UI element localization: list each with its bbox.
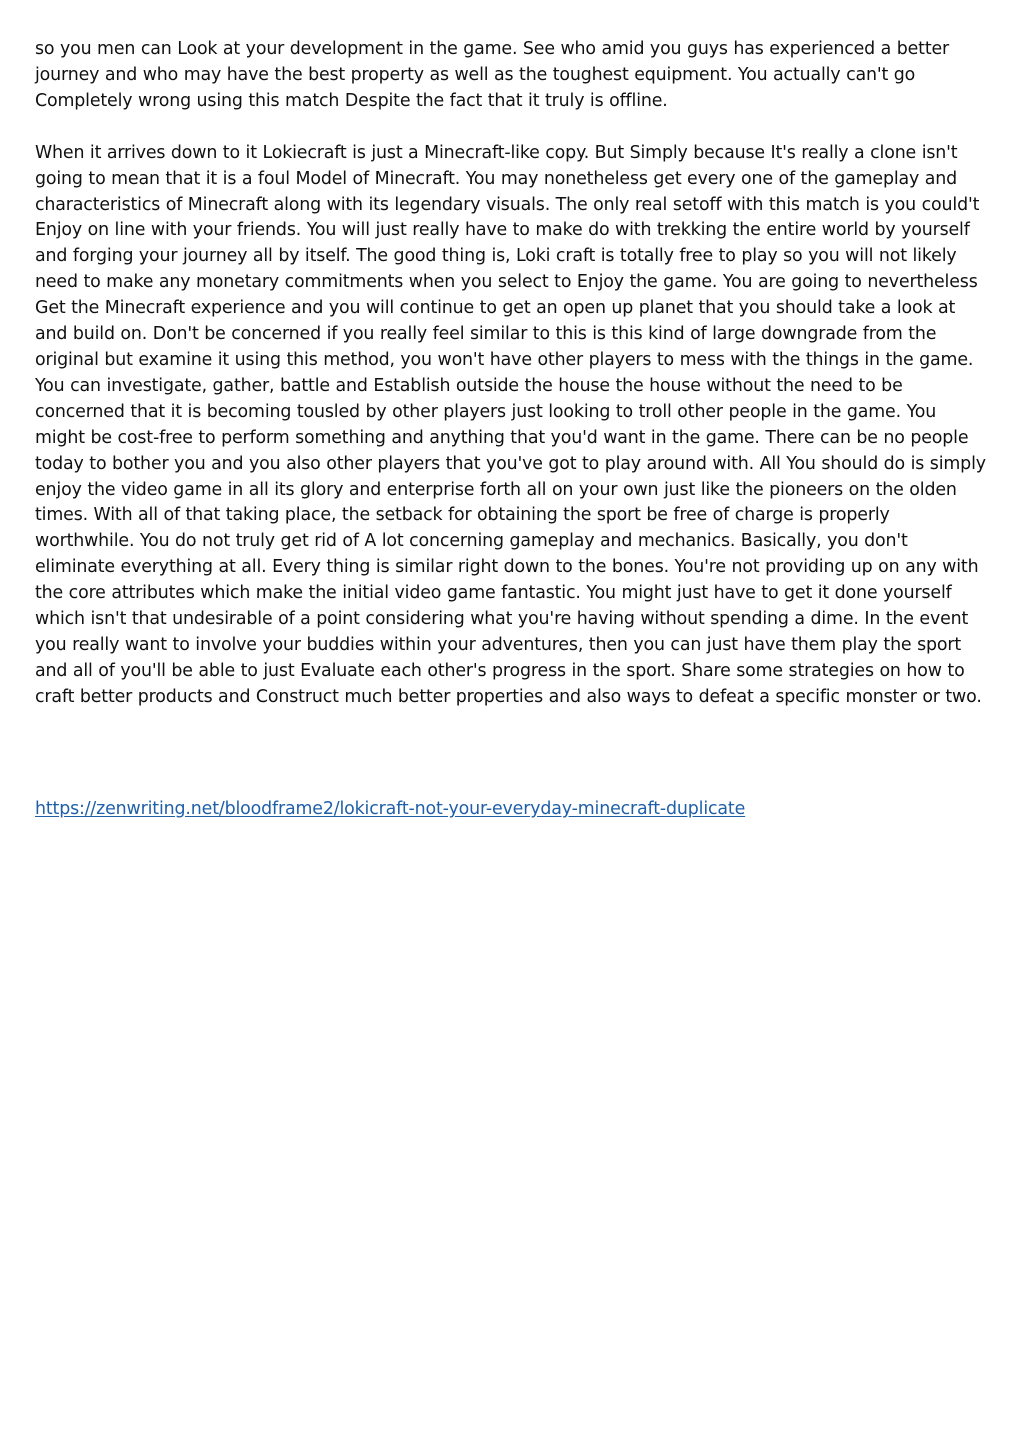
- source-link[interactable]: https://zenwriting.net/bloodframe2/lokicraft-not-your-everyday-minecraft-duplicate: [35, 798, 746, 819]
- paragraph-main: When it arrives down to it Lokiecraft is just a Minecraft-like copy. But Simply because It's really a clone isn't going to mean that it is a foul Model of Minecraft. You may nonetheless get every one of the gameplay and characteristics of Minecraft along with its legendary visuals. The only real setoff with this match is you could't Enjoy on line with your friends. You will just really have to make do with trekking the entire world by yourself and forging your journey all by itself. The good thing is, Loki craft is totally free to play so you will not likely need to make any monetary commitments when you select to Enjoy the game. You are going to nevertheless Get the Minecraft experience and you will continue to get an open up planet that you should take a look at and build on. Don't be concerned if you really feel similar to this is this kind of large downgrade from the original but examine it using this method, you won't have other players to mess with the things in the game. You can investigate, gather, battle and Establish outside the house the house without the need to be concerned that it is becoming tousled by other players just looking to troll other people in the game. You might be cost-free to perform something and anything that you'd want in the game. There can be no people today to bother you and you also other players that you've got to play around with. All You should do is simply enjoy the video game in all its glory and enterprise forth all on your own just like the pioneers on the olden times. With all of that taking place, the setback for obtaining the sport be free of charge is properly worthwhile. You do not truly get rid of A lot concerning gameplay and mechanics. Basically, you don't eliminate everything at all. Every thing is similar right down to the bones. You're not providing up on any with the core attributes which make the initial video game fantastic. You might just have to get it done yourself which isn't that undesirable of a point considering what you're having without spending a dime. In the event you really want to involve your buddies within your adventures, then you can just have them play the sport and all of you'll be able to just Evaluate each other's progress in the sport. Share some strategies on how to craft better products and Construct much better properties and also ways to defeat a specific monster or two.: [35, 142, 986, 707]
- document-body: [35, 37, 991, 823]
- source-link-container: [35, 797, 991, 823]
- paragraph-intro: so you men can Look at your development in the game. See who amid you guys has experienced a better journey and who may have the best property as well as the toughest equipment. You actually can't go Completely wrong using this match Despite the fact that it truly is offline.: [35, 39, 950, 111]
